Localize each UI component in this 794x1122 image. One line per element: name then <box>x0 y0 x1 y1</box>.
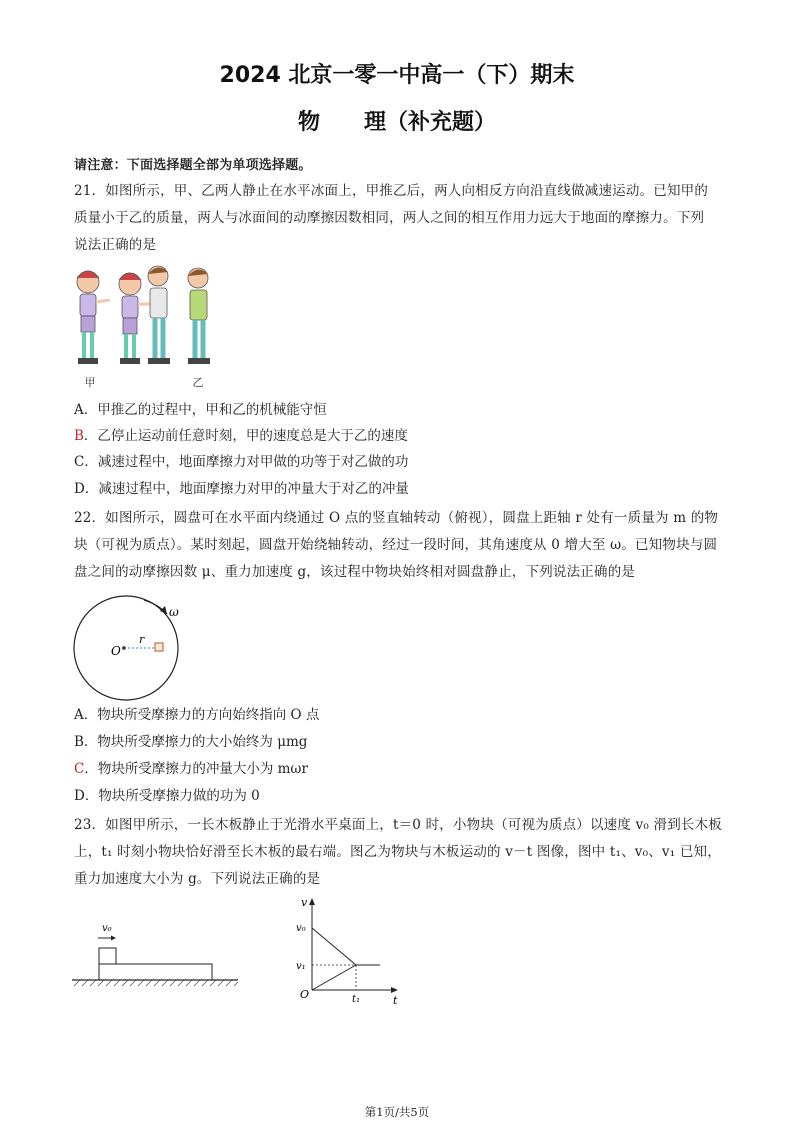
q22-stem-line2: 块（可视为质点）。某时刻起，圆盘开始绕轴转动，经过一段时间，其角速度从 0 增大至 ω。已知物块与圆 <box>74 537 718 553</box>
option-letter: D <box>74 788 85 804</box>
q23-vt-graph <box>286 894 406 1006</box>
option-text: ．减速过程中，地面摩擦力对甲做的功等于对乙做的功 <box>84 454 409 470</box>
option-letter: A <box>74 402 84 418</box>
v0-tick-label: v₀ <box>296 923 306 934</box>
option-letter: B <box>74 734 84 750</box>
option-text: ．甲推乙的过程中，甲和乙的机械能守恒 <box>83 402 327 418</box>
radius-label: r <box>139 633 145 646</box>
q23-stem-line1: 23．如图甲所示，一长木板静止于光滑水平桌面上，t＝0 时，小物块（可视为质点）以速度 v₀ 滑到长木板 <box>74 817 723 833</box>
small-block <box>155 643 163 651</box>
v0-label: v₀ <box>102 923 112 934</box>
page-title: 2024 北京一零一中高一（下）期末 <box>219 63 575 88</box>
label-yi: 乙 <box>192 376 204 389</box>
option-letter-answer: B <box>74 428 84 444</box>
board-velocity-line <box>312 965 356 990</box>
q21-stem <box>74 178 724 259</box>
boy-figure-1 <box>148 266 170 364</box>
omega-label: ω <box>169 605 179 619</box>
girl-figure-2 <box>119 273 150 364</box>
subject-char: 物 <box>297 110 320 135</box>
origin-label: O <box>300 988 310 1001</box>
q22-option-b <box>74 732 307 752</box>
girl-figure-1 <box>77 271 110 364</box>
q22-disk-figure <box>66 590 196 702</box>
q21-option-a <box>74 400 327 420</box>
option-text: ．物块所受摩擦力的冲量大小为 mωr <box>84 761 308 777</box>
option-text: ．物块所受摩擦力做的功为 0 <box>84 788 260 804</box>
q22-option-d <box>74 786 260 806</box>
small-block <box>99 948 116 964</box>
q22-option-c <box>74 759 308 779</box>
q21-stem-line2: 质量小于乙的质量，两人与冰面间的动摩擦因数相同，两人之间的相互作用力远大于地面的摩擦力。下列 <box>74 210 705 226</box>
q23-stem-line3: 重力加速度大小为 g。下列说法正确的是 <box>74 871 321 887</box>
q22-stem-line1: 22．如图所示，圆盘可在水平面内绕通过 O 点的竖直轴转动（俯视），圆盘上距轴 r 处有一质量为 m 的物 <box>74 510 719 526</box>
option-text: ．减速过程中，地面摩擦力对甲的冲量大于对乙的冲量 <box>84 481 409 497</box>
q21-stem-line1: 21．如图所示，甲、乙两人静止在水平冰面上，甲推乙后，两人向相反方向沿直线做减速运动。已知甲的 <box>74 183 709 199</box>
subject-title <box>0 105 794 136</box>
option-text: ．物块所受摩擦力的大小始终为 μmg <box>83 734 308 750</box>
q23-board-figure <box>70 918 242 992</box>
q22-stem-line3: 盘之间的动摩擦因数 μ、重力加速度 g，该过程中物块始终相对圆盘静止，下列说法正确的是 <box>74 564 636 580</box>
t-axis-arrowhead <box>391 987 398 993</box>
ground-hatch <box>74 980 238 986</box>
v0-arrowhead <box>111 936 116 941</box>
q22-option-a <box>74 705 319 725</box>
label-jia: 甲 <box>84 376 96 389</box>
center-label: O <box>111 644 121 658</box>
option-text: ．乙停止运动前任意时刻，甲的速度总是大于乙的速度 <box>83 428 408 444</box>
q21-stem-line3: 说法正确的是 <box>74 237 157 253</box>
q23-stem-line2: 上，t₁ 时刻小物块恰好滑至长木板的最右端。图乙为物块与木板运动的 v－t 图像，图中 t₁、v₀、v₁ 已知， <box>74 844 721 860</box>
option-letter: A <box>74 707 84 723</box>
option-text: ．物块所受摩擦力的方向始终指向 O 点 <box>83 707 320 723</box>
long-board <box>99 964 212 980</box>
q21-figure <box>70 260 220 392</box>
instruction-note: 请注意：下面选择题全部为单项选择题。 <box>74 158 312 173</box>
option-letter-answer: C <box>74 761 85 777</box>
t1-tick-label: t₁ <box>352 994 361 1005</box>
q21-option-c <box>74 452 408 472</box>
q21-option-d <box>74 479 409 499</box>
page-footer: 第1页/共5页 <box>364 1105 430 1119</box>
option-letter: C <box>74 454 85 470</box>
option-letter: D <box>74 481 85 497</box>
q21-option-b <box>74 426 408 446</box>
v-axis-arrowhead <box>309 898 315 905</box>
q23-stem <box>74 812 724 893</box>
v-axis-label: v <box>301 896 308 909</box>
subject-rest: 理（补充题） <box>364 110 497 135</box>
q22-stem <box>74 505 724 586</box>
boy-figure-2 <box>188 268 210 364</box>
v1-tick-label: v₁ <box>296 961 306 972</box>
block-velocity-line <box>312 928 356 965</box>
t-axis-label: t <box>393 994 398 1006</box>
